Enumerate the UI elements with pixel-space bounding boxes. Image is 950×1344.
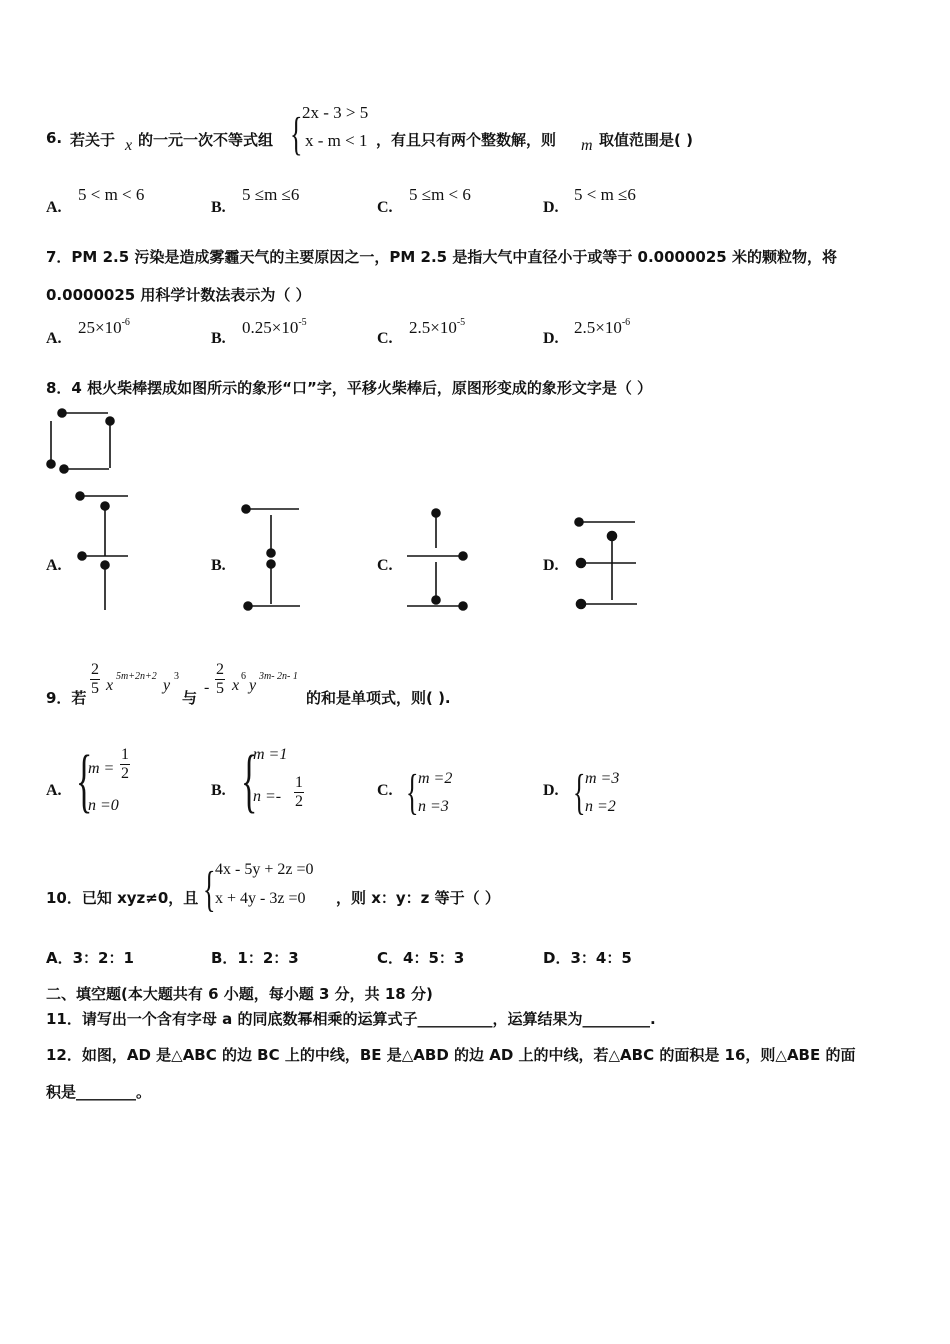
q7-option-d-base: 2.5×10 bbox=[574, 318, 622, 337]
q9-number: 9．若 bbox=[46, 689, 87, 707]
q6-var-m: m bbox=[581, 137, 593, 154]
q6-number: 6. bbox=[46, 129, 63, 147]
q7-option-b-exp: -5 bbox=[298, 317, 307, 328]
q9-option-a-label: A. bbox=[46, 782, 62, 799]
q9-option-d-brace: { bbox=[573, 765, 586, 821]
q9-option-a-frac-den: 2 bbox=[121, 765, 129, 782]
q9-coef2-num: 2 bbox=[216, 661, 224, 678]
q9-option-b-brace: { bbox=[241, 743, 258, 821]
q9-option-a-line1: m = bbox=[88, 760, 115, 777]
q6-option-c-label: C. bbox=[377, 199, 393, 216]
q9-term2-y: y bbox=[249, 677, 257, 694]
q7-line1: 7．PM 2.5 污染是造成雾霾天气的主要原因之一，PM 2.5 是指大气中直径小于或等于 0.0000025 米的颗粒物，将 bbox=[46, 248, 837, 266]
q6-var-x: x bbox=[125, 137, 133, 154]
q8-option-b-label: B. bbox=[211, 557, 226, 574]
q9-term1-xexp: 5m+2n+2 bbox=[116, 671, 157, 682]
q9-option-d-line1: m =3 bbox=[585, 770, 620, 787]
q9-option-b-label: B. bbox=[211, 782, 226, 799]
q9-option-b-line2: n =- bbox=[253, 788, 282, 805]
q10-option-d: D．3：4：5 bbox=[543, 949, 632, 967]
q9-term2-xexp: 6 bbox=[241, 671, 246, 682]
q9-coef1-num: 2 bbox=[91, 661, 99, 678]
q6-mid: 的一元一次不等式组 bbox=[138, 131, 274, 149]
q11-text: 11．请写出一个含有字母 a 的同底数幂相乘的运算式子__________，运算结果为_________. bbox=[46, 1010, 656, 1028]
q10-post: ，则 x：y：z 等于（ ） bbox=[336, 889, 500, 907]
q6-system-brace: { bbox=[290, 108, 303, 161]
q8-option-d-label: D. bbox=[543, 557, 559, 574]
q9-term1-x: x bbox=[106, 677, 114, 694]
q12-line2: 积是________。 bbox=[46, 1083, 152, 1101]
q10-system-line1: 4x - 5y + 2z =0 bbox=[215, 861, 314, 878]
q6-system-line2: x - m < 1 bbox=[305, 131, 368, 150]
q7-line2: 0.0000025 用科学计数法表示为（ ） bbox=[46, 286, 311, 304]
q8-option-c-figure bbox=[407, 509, 467, 610]
q9-coef1-den: 5 bbox=[91, 680, 99, 697]
q6-option-a-label: A. bbox=[46, 199, 62, 216]
q9-option-a-brace: { bbox=[76, 743, 93, 821]
q10-system-line2: x + 4y - 3z =0 bbox=[215, 890, 306, 907]
q9-option-c-line1: m =2 bbox=[418, 770, 453, 787]
q7-option-a-base: 25×10 bbox=[78, 318, 122, 337]
q10-pre: 10．已知 xyz≠0，且 bbox=[46, 889, 199, 907]
q6-system-line1: 2x - 3 > 5 bbox=[302, 103, 369, 122]
q9-option-c-line2: n =3 bbox=[418, 798, 449, 815]
q9-coef1 bbox=[90, 661, 100, 698]
q8-original-figure bbox=[47, 409, 114, 473]
q7-option-c-exp: -5 bbox=[456, 317, 466, 328]
q8-option-a-figure bbox=[76, 492, 128, 610]
q9-term1-y: y bbox=[163, 677, 171, 694]
q9-neg: - bbox=[204, 679, 210, 696]
q9-coef2 bbox=[215, 661, 225, 698]
q7-option-b-label: B. bbox=[211, 330, 226, 347]
q7-option-a-label: A. bbox=[46, 330, 62, 347]
q9-option-a-frac-num: 1 bbox=[121, 746, 129, 763]
q7-option-d-exp: -6 bbox=[621, 317, 631, 328]
q6-option-a-text: 5 < m < 6 bbox=[78, 185, 145, 204]
q9-option-c-brace: { bbox=[406, 765, 419, 821]
q6-option-c-text: 5 ≤m < 6 bbox=[409, 185, 471, 204]
q9-term2-yexp: 3m- 2n- 1 bbox=[259, 671, 298, 682]
q9-term2-x: x bbox=[232, 677, 240, 694]
q7-option-d-label: D. bbox=[543, 330, 559, 347]
q10-option-a: A．3：2：1 bbox=[46, 949, 134, 967]
q8-option-b-figure bbox=[242, 505, 300, 610]
q9-option-b-frac bbox=[294, 774, 304, 811]
q7-option-a-exp: -6 bbox=[121, 317, 130, 328]
q6-option-d-label: D. bbox=[543, 199, 559, 216]
q12-line1: 12．如图，AD 是△ABC 的边 BC 上的中线，BE 是△ABD 的边 AD 上的中线，若△ABC 的面积是 16，则△ABE 的面 bbox=[46, 1046, 856, 1064]
q10-option-b: B．1：2：3 bbox=[211, 949, 299, 967]
q9-tail: 的和是单项式，则( ). bbox=[306, 689, 451, 707]
q9-option-d-label: D. bbox=[543, 782, 559, 799]
q10-system-brace: { bbox=[203, 862, 216, 918]
q9-option-b-frac-den: 2 bbox=[295, 793, 303, 810]
q8-option-c-label: C. bbox=[377, 557, 393, 574]
q6-option-b-text: 5 ≤m ≤6 bbox=[242, 185, 300, 204]
q9-option-d-line2: n =2 bbox=[585, 798, 616, 815]
q9-option-a-line2: n =0 bbox=[88, 797, 119, 814]
q9-coef2-den: 5 bbox=[216, 680, 224, 697]
q7-option-c-base: 2.5×10 bbox=[409, 318, 457, 337]
q10-option-c: C．4：5：3 bbox=[377, 949, 465, 967]
q9-option-c-label: C. bbox=[377, 782, 393, 799]
q9-option-b-frac-num: 1 bbox=[295, 774, 303, 791]
q6-option-b-label: B. bbox=[211, 199, 226, 216]
q6-tail: 取值范围是( ) bbox=[599, 131, 693, 149]
q8-option-d-figure bbox=[575, 518, 637, 609]
q6-option-d-text: 5 < m ≤6 bbox=[574, 185, 636, 204]
q8-option-a-label: A. bbox=[46, 557, 62, 574]
q8-text: 8．4 根火柴棒摆成如图所示的象形“口”字，平移火柴棒后，原图形变成的象形文字是（ ） bbox=[46, 379, 653, 397]
q9-with: 与 bbox=[182, 689, 198, 707]
q7-option-c-label: C. bbox=[377, 330, 393, 347]
q7-option-b-base: 0.25×10 bbox=[242, 318, 299, 337]
q9-option-a-frac bbox=[120, 746, 130, 783]
q6-post: ，有且只有两个整数解，则 bbox=[376, 131, 557, 149]
q6-pre: 若关于 bbox=[70, 131, 116, 149]
q9-term1-yexp: 3 bbox=[174, 671, 179, 682]
q9-option-b-line1: m =1 bbox=[253, 746, 288, 763]
section2-heading: 二、填空题(本大题共有 6 小题，每小题 3 分，共 18 分) bbox=[46, 985, 433, 1003]
